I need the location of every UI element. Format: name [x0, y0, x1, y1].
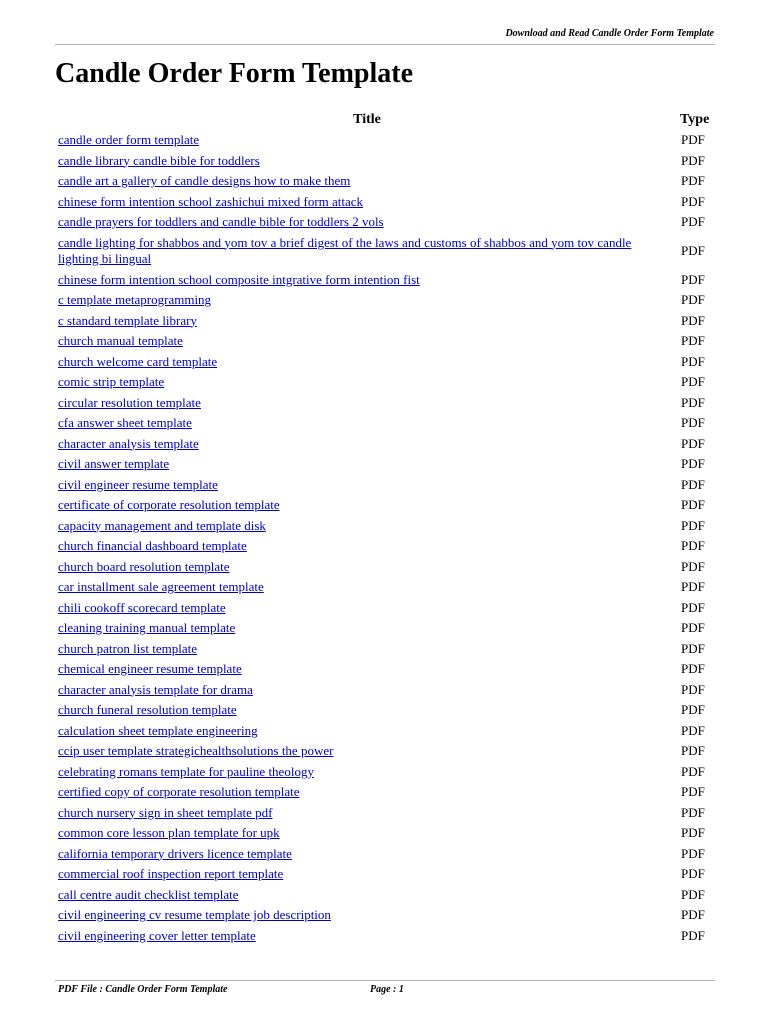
- document-type: PDF: [681, 845, 705, 861]
- document-type: PDF: [681, 415, 705, 430]
- document-type: PDF: [681, 702, 705, 717]
- table-row: [0, 353, 770, 374]
- document-type: PDF: [681, 866, 705, 881]
- document-type: PDF: [681, 661, 705, 676]
- column-header-type: Type: [680, 112, 710, 127]
- document-type: PDF: [681, 886, 705, 902]
- document-link[interactable]: ccip user template strategichealthsolutions the power: [58, 743, 334, 758]
- document-type: PDF: [681, 517, 705, 533]
- table-row: [0, 455, 770, 476]
- table-row: [0, 558, 770, 579]
- table-header: [0, 110, 770, 130]
- document-link[interactable]: california temporary drivers licence template: [58, 845, 292, 861]
- document-link[interactable]: civil engineering cv resume template job description: [58, 907, 331, 922]
- document-link[interactable]: calculation sheet template engineering: [58, 722, 258, 738]
- document-type: PDF: [681, 193, 705, 209]
- table-row: [0, 476, 770, 497]
- table-row: [0, 742, 770, 763]
- table-row: [0, 496, 770, 517]
- document-link[interactable]: certified copy of corporate resolution template: [58, 784, 300, 799]
- table-row: [0, 271, 770, 292]
- document-link[interactable]: comic strip template: [58, 374, 165, 389]
- document-type: PDF: [681, 497, 705, 512]
- document-link[interactable]: civil engineer resume template: [58, 476, 218, 492]
- table-row: [0, 619, 770, 640]
- column-header-title: Title: [353, 112, 381, 127]
- table-row: [0, 578, 770, 599]
- document-type: PDF: [681, 804, 705, 820]
- document-type: PDF: [681, 640, 705, 656]
- document-link[interactable]: church board resolution template: [58, 558, 230, 574]
- document-type: PDF: [681, 620, 705, 635]
- page-header: Download and Read Candle Order Form Template: [505, 28, 714, 39]
- document-type: PDF: [681, 374, 705, 389]
- document-link[interactable]: candle order form template: [58, 132, 200, 147]
- document-type: PDF: [681, 173, 705, 188]
- table-row: [0, 804, 770, 825]
- table-row: [0, 394, 770, 415]
- document-link[interactable]: candle library candle bible for toddlers: [58, 152, 260, 168]
- document-link[interactable]: church financial dashboard template: [58, 538, 247, 553]
- document-link[interactable]: certificate of corporate resolution template: [58, 497, 280, 512]
- table-row: [0, 332, 770, 353]
- table-row: [0, 193, 770, 214]
- document-link[interactable]: cleaning training manual template: [58, 620, 236, 635]
- table-row: [0, 172, 770, 193]
- document-type: PDF: [681, 538, 705, 553]
- document-type: PDF: [681, 242, 705, 258]
- table-row: [0, 927, 770, 948]
- document-type: PDF: [681, 722, 705, 738]
- document-link[interactable]: celebrating romans template for pauline theology: [58, 763, 314, 779]
- header-divider: [55, 44, 715, 45]
- table-row: [0, 373, 770, 394]
- document-link[interactable]: civil answer template: [58, 456, 170, 471]
- document-type: PDF: [681, 743, 705, 758]
- document-link[interactable]: church nursery sign in sheet template pdf: [58, 804, 273, 820]
- document-link[interactable]: car installment sale agreement template: [58, 579, 264, 594]
- document-type: PDF: [681, 214, 705, 229]
- document-type: PDF: [681, 599, 705, 615]
- table-row: [0, 152, 770, 173]
- document-type: PDF: [681, 763, 705, 779]
- document-type: PDF: [681, 312, 705, 328]
- document-type: PDF: [681, 558, 705, 574]
- document-link[interactable]: call centre audit checklist template: [58, 886, 239, 902]
- document-type: PDF: [681, 927, 705, 943]
- document-link[interactable]: c template metaprogramming: [58, 292, 212, 307]
- table-row: [0, 517, 770, 538]
- table-row: [0, 435, 770, 456]
- document-link[interactable]: capacity management and template disk: [58, 517, 266, 533]
- document-type: PDF: [681, 681, 705, 697]
- document-type: PDF: [681, 825, 705, 840]
- document-link[interactable]: commercial roof inspection report template: [58, 866, 284, 881]
- document-link[interactable]: c standard template library: [58, 312, 197, 328]
- document-link[interactable]: candle lighting for shabbos and yom tov a brief digest of the laws and customs of shabbos and yom tov candle lighting bi lingual: [58, 234, 632, 266]
- document-type: PDF: [681, 152, 705, 168]
- document-type: PDF: [681, 907, 705, 922]
- document-type: PDF: [681, 784, 705, 799]
- table-row: [0, 660, 770, 681]
- document-link[interactable]: church patron list template: [58, 640, 197, 656]
- document-link[interactable]: chemical engineer resume template: [58, 661, 242, 676]
- table-row: [0, 291, 770, 312]
- table-row: [0, 701, 770, 722]
- document-type: PDF: [681, 456, 705, 471]
- document-type: PDF: [681, 271, 705, 287]
- document-type: PDF: [681, 579, 705, 594]
- table-row: [0, 213, 770, 234]
- document-link[interactable]: circular resolution template: [58, 394, 201, 410]
- footer-divider: [55, 980, 715, 981]
- table-row: [0, 906, 770, 927]
- table-row: [0, 312, 770, 333]
- document-link[interactable]: character analysis template: [58, 435, 199, 451]
- table-row: [0, 414, 770, 435]
- document-link[interactable]: civil engineering cover letter template: [58, 927, 256, 943]
- table-row: [0, 824, 770, 845]
- table-row: [0, 131, 770, 152]
- document-link[interactable]: church funeral resolution template: [58, 702, 237, 717]
- document-link[interactable]: chili cookoff scorecard template: [58, 599, 226, 615]
- table-row: [0, 640, 770, 661]
- document-type: PDF: [681, 333, 705, 348]
- document-link[interactable]: common core lesson plan template for upk: [58, 825, 280, 840]
- table-row: [0, 681, 770, 702]
- document-link[interactable]: candle art a gallery of candle designs how to make them: [58, 173, 351, 188]
- table-row: [0, 234, 770, 271]
- document-type: PDF: [681, 476, 705, 492]
- document-link[interactable]: cfa answer sheet template: [58, 415, 192, 430]
- table-row: [0, 722, 770, 743]
- table-row: [0, 783, 770, 804]
- document-list: [0, 131, 770, 947]
- table-row: [0, 845, 770, 866]
- document-link[interactable]: church manual template: [58, 333, 183, 348]
- document-type: PDF: [681, 292, 705, 307]
- table-row: [0, 763, 770, 784]
- document-link[interactable]: chinese form intention school composite intgrative form intention fist: [58, 271, 420, 287]
- document-type: PDF: [681, 394, 705, 410]
- document-link[interactable]: character analysis template for drama: [58, 681, 253, 697]
- table-row: [0, 865, 770, 886]
- document-type: PDF: [681, 132, 705, 147]
- table-row: [0, 599, 770, 620]
- document-link[interactable]: candle prayers for toddlers and candle bible for toddlers 2 vols: [58, 214, 384, 229]
- document-type: PDF: [681, 435, 705, 451]
- document-title: Candle Order Form Template: [55, 58, 414, 89]
- document-type: PDF: [681, 353, 705, 369]
- document-link[interactable]: chinese form intention school zashichui mixed form attack: [58, 193, 364, 209]
- table-row: [0, 886, 770, 907]
- footer-page-number: Page : 1: [370, 984, 404, 995]
- footer-file-label: PDF File : Candle Order Form Template: [58, 984, 228, 995]
- table-row: [0, 537, 770, 558]
- document-link[interactable]: church welcome card template: [58, 353, 218, 369]
